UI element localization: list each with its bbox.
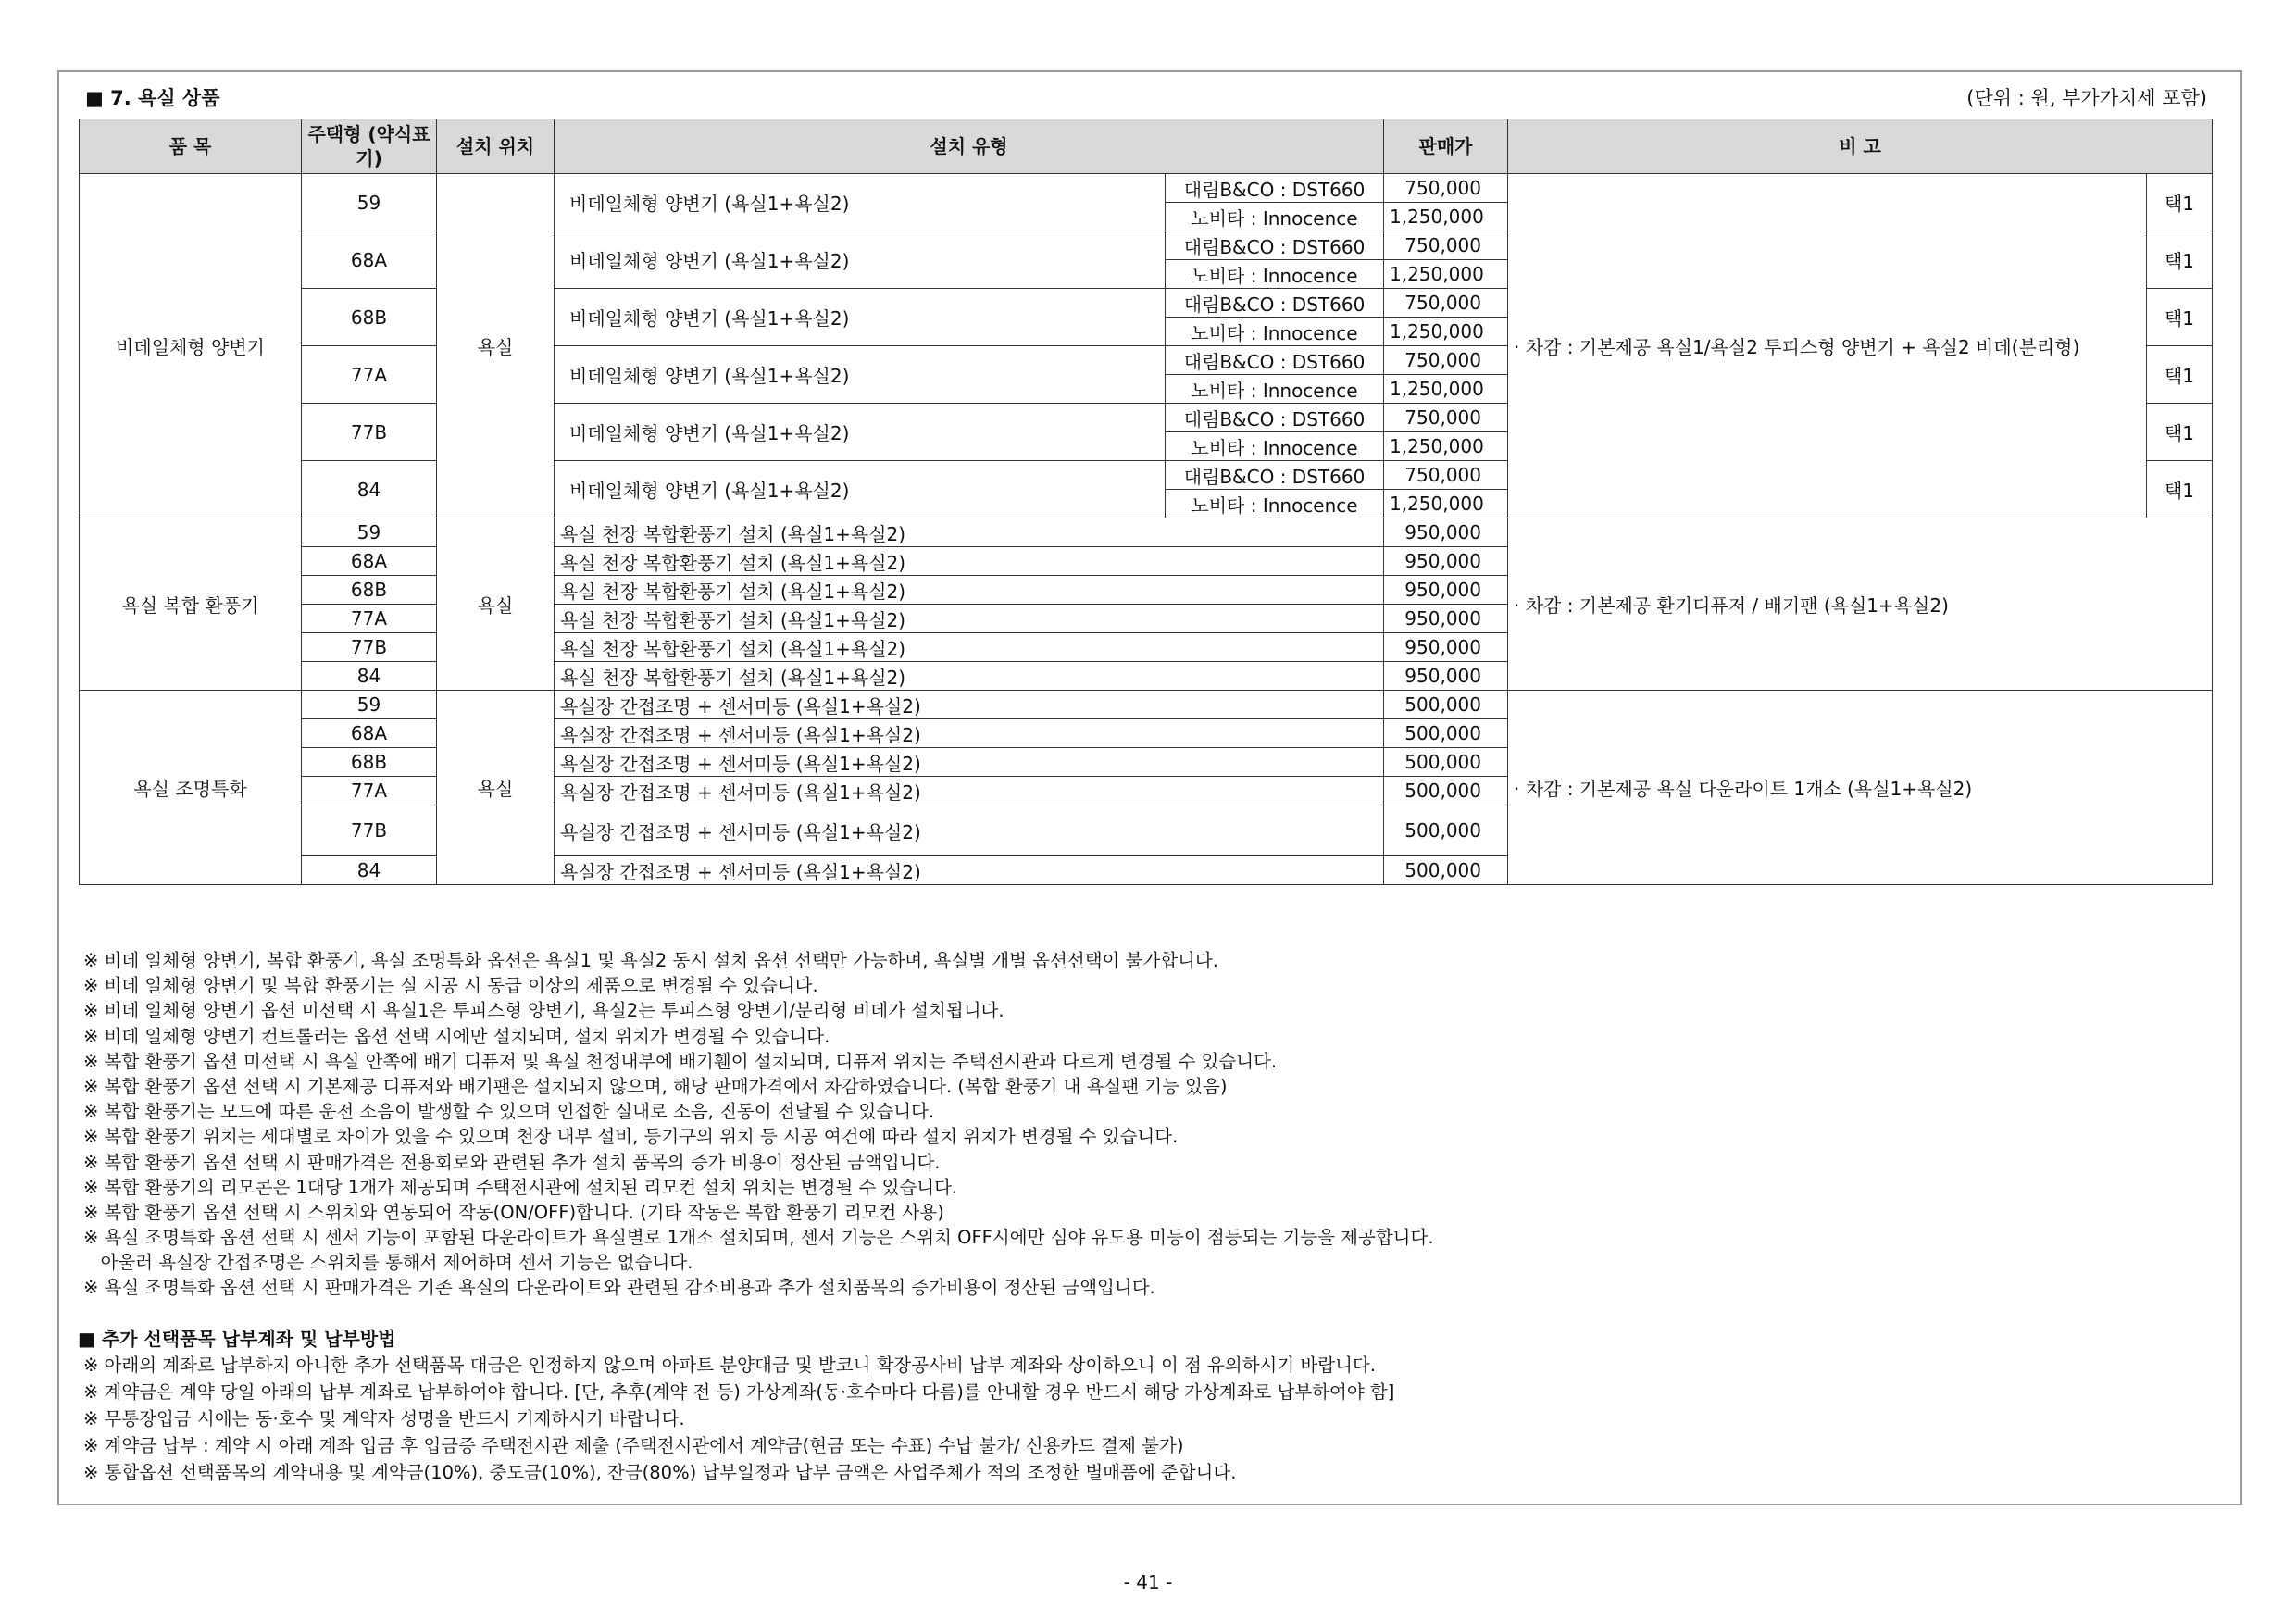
sale-price: 500,000: [1384, 856, 1508, 885]
brand-model: 대림B&CO : DST660: [1166, 174, 1384, 203]
install-desc: 욕실 천장 복합환풍기 설치 (욕실1+욕실2): [555, 662, 1384, 691]
sale-price: 750,000: [1384, 346, 1508, 375]
install-location: 욕실: [437, 174, 555, 518]
sale-price: 950,000: [1384, 662, 1508, 691]
install-location: 욕실: [437, 518, 555, 691]
table-header-row: [80, 119, 2213, 174]
table-row: [80, 518, 2213, 547]
house-type: 68A: [302, 719, 437, 748]
choice-badge: 택1: [2147, 289, 2213, 346]
install-desc: 비데일체형 양변기 (욕실1+욕실2): [555, 289, 1166, 346]
install-desc: 비데일체형 양변기 (욕실1+욕실2): [555, 231, 1166, 289]
note-line: 아울러 욕실장 간접조명은 스위치를 통해서 제어하며 센서 기능은 없습니다.: [83, 1252, 693, 1274]
brand-model: 노비타 : Innocence: [1166, 432, 1384, 461]
sale-price: 950,000: [1384, 576, 1508, 605]
remark: · 차감 : 기본제공 욕실1/욕실2 투피스형 양변기 + 욕실2 비데(분리형): [1508, 174, 2147, 518]
house-type: 77B: [302, 805, 437, 856]
house-type: 77B: [302, 633, 437, 662]
sale-price: 500,000: [1384, 719, 1508, 748]
table-row: [80, 174, 2213, 203]
note-line: ※ 복합 환풍기 옵션 미선택 시 욕실 안쪽에 배기 디퓨저 및 욕실 천정내부에 배기휀이 설치되며, 디퓨저 위치는 주택전시관과 다르게 변경될 수 있습니다.: [83, 1050, 1278, 1072]
brand-model: 대림B&CO : DST660: [1166, 289, 1384, 318]
sale-price: 1,250,000: [1384, 203, 1508, 231]
install-desc: 욕실장 간접조명 + 센서미등 (욕실1+욕실2): [555, 805, 1384, 856]
payment-notes: [83, 1352, 1394, 1486]
sale-price: 750,000: [1384, 404, 1508, 432]
brand-model: 대림B&CO : DST660: [1166, 461, 1384, 490]
item-name: 욕실 복합 환풍기: [80, 518, 302, 691]
note-line: ※ 복합 환풍기는 모드에 따른 운전 소음이 발생할 수 있으며 인접한 실내로 소음, 진동이 전달될 수 있습니다.: [83, 1101, 935, 1123]
install-desc: 욕실 천장 복합환풍기 설치 (욕실1+욕실2): [555, 633, 1384, 662]
brand-model: 노비타 : Innocence: [1166, 260, 1384, 289]
note-line: ※ 복합 환풍기 위치는 세대별로 차이가 있을 수 있으며 천장 내부 설비, 등기구의 위치 등 시공 여건에 따라 설치 위치가 변경될 수 있습니다.: [83, 1126, 1179, 1148]
house-type: 84: [302, 856, 437, 885]
house-type: 77A: [302, 346, 437, 404]
brand-model: 대림B&CO : DST660: [1166, 231, 1384, 260]
note-line: ※ 비데 일체형 양변기 옵션 미선택 시 욕실1은 투피스형 양변기, 욕실2는 투피스형 양변기/분리형 비데가 설치됩니다.: [83, 1000, 1004, 1022]
house-type: 68B: [302, 748, 437, 777]
note-line: ※ 비데 일체형 양변기, 복합 환풍기, 욕실 조명특화 옵션은 욕실1 및 욕실2 동시 설치 옵션 선택만 가능하며, 욕실별 개별 옵션선택이 불가합니다.: [83, 950, 1218, 971]
sale-price: 750,000: [1384, 174, 1508, 203]
item-name: 욕실 조명특화: [80, 691, 302, 885]
note-line: ※ 복합 환풍기 옵션 선택 시 스위치와 연동되어 작동(ON/OFF)합니다. (기타 작동은 복합 환풍기 리모컨 사용): [83, 1201, 944, 1223]
house-type: 59: [302, 174, 437, 231]
sale-price: 1,250,000: [1384, 375, 1508, 404]
house-type: 77A: [302, 777, 437, 805]
house-type: 68B: [302, 576, 437, 605]
sale-price: 1,250,000: [1384, 260, 1508, 289]
install-desc: 비데일체형 양변기 (욕실1+욕실2): [555, 461, 1166, 518]
install-desc: 비데일체형 양변기 (욕실1+욕실2): [555, 174, 1166, 231]
page-number: - 41 -: [1123, 1571, 1173, 1593]
sale-price: 500,000: [1384, 805, 1508, 856]
sale-price: 1,250,000: [1384, 490, 1508, 518]
house-type: 68B: [302, 289, 437, 346]
payment-note-line: ※ 무통장입금 시에는 동·호수 및 계약자 성명을 반드시 기재하시기 바랍니다.: [83, 1408, 685, 1429]
note-line: ※ 복합 환풍기의 리모콘은 1대당 1개가 제공되며 주택전시관에 설치된 리모컨 설치 위치는 변경될 수 있습니다.: [83, 1176, 958, 1198]
section-title: ■ 7. 욕실 상품: [85, 87, 220, 109]
note-line: ※ 비데 일체형 양변기 컨트롤러는 옵션 선택 시에만 설치되며, 설치 위치가 변경될 수 있습니다.: [83, 1025, 830, 1047]
remark: · 차감 : 기본제공 욕실 다운라이트 1개소 (욕실1+욕실2): [1508, 691, 2213, 885]
install-location: 욕실: [437, 691, 555, 885]
bath-options-table: [79, 119, 2213, 885]
sale-price: 500,000: [1384, 691, 1508, 719]
brand-model: 노비타 : Innocence: [1166, 375, 1384, 404]
house-type: 59: [302, 691, 437, 719]
install-desc: 비데일체형 양변기 (욕실1+욕실2): [555, 404, 1166, 461]
sale-price: 750,000: [1384, 461, 1508, 490]
header-house-type: 주택형 (약식표기): [302, 119, 437, 174]
install-desc: 비데일체형 양변기 (욕실1+욕실2): [555, 346, 1166, 404]
note-line: ※ 복합 환풍기 옵션 선택 시 판매가격은 전용회로와 관련된 추가 설치 품목의 증가 비용이 정산된 금액입니다.: [83, 1151, 941, 1173]
choice-badge: 택1: [2147, 346, 2213, 404]
choice-badge: 택1: [2147, 174, 2213, 231]
house-type: 77A: [302, 605, 437, 633]
install-desc: 욕실장 간접조명 + 센서미등 (욕실1+욕실2): [555, 777, 1384, 805]
note-line: ※ 욕실 조명특화 옵션 선택 시 판매가격은 기존 욕실의 다운라이트와 관련된 감소비용과 추가 설치품목의 증가비용이 정산된 금액입니다.: [83, 1277, 1155, 1299]
table-row: [80, 691, 2213, 719]
house-type: 68A: [302, 547, 437, 576]
payment-note-line: ※ 계약금 납부 : 계약 시 아래 계좌 입금 후 입금증 주택전시관 제출 (주택전시관에서 계약금(현금 또는 수표) 수납 불가/ 신용카드 결제 불가): [83, 1435, 1184, 1456]
brand-model: 노비타 : Innocence: [1166, 203, 1384, 231]
install-desc: 욕실 천장 복합환풍기 설치 (욕실1+욕실2): [555, 605, 1384, 633]
sale-price: 500,000: [1384, 748, 1508, 777]
header-remark: 비 고: [1508, 119, 2213, 174]
choice-badge: 택1: [2147, 461, 2213, 518]
payment-note-line: ※ 통합옵션 선택품목의 계약내용 및 계약금(10%), 중도금(10%), 잔금(80%) 납부일정과 납부 금액은 사업주체가 적의 조정한 별매품에 준합니다.: [83, 1462, 1237, 1483]
sale-price: 750,000: [1384, 231, 1508, 260]
payment-note-line: ※ 계약금은 계약 당일 아래의 납부 계좌로 납부하여야 합니다. [단, 추후(계약 전 등) 가상계좌(동·호수마다 다름)를 안내할 경우 반드시 해당 가상계좌로 납부하여야 함]: [83, 1381, 1395, 1403]
note-line: ※ 비데 일체형 양변기 및 복합 환풍기는 실 시공 시 동급 이상의 제품으로 변경될 수 있습니다.: [83, 975, 818, 997]
install-desc: 욕실장 간접조명 + 센서미등 (욕실1+욕실2): [555, 856, 1384, 885]
payment-note-line: ※ 아래의 계좌로 납부하지 아니한 추가 선택품목 대금은 인정하지 않으며 아파트 분양대금 및 발코니 확장공사비 납부 계좌와 상이하오니 이 점 유의하시기 바랍니다.: [83, 1355, 1376, 1376]
house-type: 59: [302, 518, 437, 547]
brand-model: 노비타 : Innocence: [1166, 318, 1384, 346]
header-install-type: 설치 유형: [555, 119, 1384, 174]
sale-price: 500,000: [1384, 777, 1508, 805]
brand-model: 대림B&CO : DST660: [1166, 346, 1384, 375]
sale-price: 750,000: [1384, 289, 1508, 318]
notes-list: [83, 948, 1434, 1301]
install-desc: 욕실 천장 복합환풍기 설치 (욕실1+욕실2): [555, 518, 1384, 547]
header-item: 품 목: [80, 119, 302, 174]
sale-price: 950,000: [1384, 633, 1508, 662]
unit-note: (단위 : 원, 부가가치세 포함): [1966, 87, 2207, 109]
remark: · 차감 : 기본제공 환기디퓨저 / 배기팬 (욕실1+욕실2): [1508, 518, 2213, 691]
brand-model: 대림B&CO : DST660: [1166, 404, 1384, 432]
header-price: 판매가: [1384, 119, 1508, 174]
install-desc: 욕실 천장 복합환풍기 설치 (욕실1+욕실2): [555, 547, 1384, 576]
sale-price: 950,000: [1384, 605, 1508, 633]
payment-title: ■ 추가 선택품목 납부계좌 및 납부방법: [78, 1328, 396, 1350]
sale-price: 1,250,000: [1384, 318, 1508, 346]
note-line: ※ 욕실 조명특화 옵션 선택 시 센서 기능이 포함된 다운라이트가 욕실별로 1개소 설치되며, 센서 기능은 스위치 OFF시에만 심야 유도용 미등이 점등되는 기능을 제공합니다.: [83, 1227, 1434, 1249]
install-desc: 욕실 천장 복합환풍기 설치 (욕실1+욕실2): [555, 576, 1384, 605]
sale-price: 950,000: [1384, 547, 1508, 576]
house-type: 84: [302, 461, 437, 518]
sale-price: 950,000: [1384, 518, 1508, 547]
header-location: 설치 위치: [437, 119, 555, 174]
table-body: [80, 174, 2213, 885]
install-desc: 욕실장 간접조명 + 센서미등 (욕실1+욕실2): [555, 691, 1384, 719]
item-name: 비데일체형 양변기: [80, 174, 302, 518]
install-desc: 욕실장 간접조명 + 센서미등 (욕실1+욕실2): [555, 748, 1384, 777]
house-type: 84: [302, 662, 437, 691]
choice-badge: 택1: [2147, 404, 2213, 461]
install-desc: 욕실장 간접조명 + 센서미등 (욕실1+욕실2): [555, 719, 1384, 748]
choice-badge: 택1: [2147, 231, 2213, 289]
brand-model: 노비타 : Innocence: [1166, 490, 1384, 518]
house-type: 77B: [302, 404, 437, 461]
sale-price: 1,250,000: [1384, 432, 1508, 461]
note-line: ※ 복합 환풍기 옵션 선택 시 기본제공 디퓨저와 배기팬은 설치되지 않으며, 해당 판매가격에서 차감하였습니다. (복합 환풍기 내 욕실팬 기능 있음): [83, 1075, 1228, 1097]
house-type: 68A: [302, 231, 437, 289]
